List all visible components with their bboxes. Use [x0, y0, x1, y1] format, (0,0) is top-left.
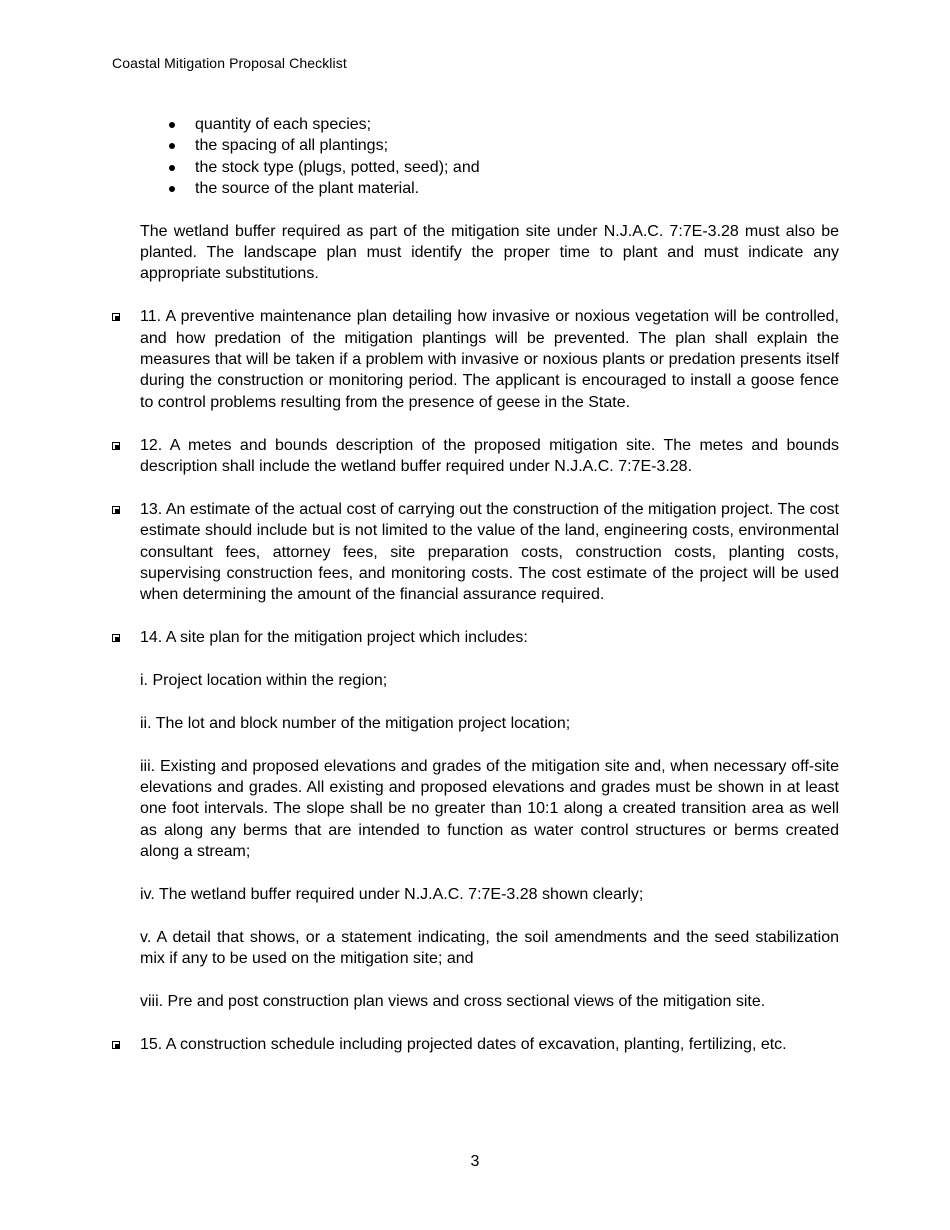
checklist-item-15	[112, 1034, 839, 1055]
list-item-text: the spacing of all plantings;	[195, 137, 389, 155]
list-item	[112, 157, 839, 178]
checkbox-icon	[112, 313, 120, 321]
list-item	[112, 178, 839, 199]
checklist-item-11	[112, 306, 839, 413]
list-item	[112, 135, 839, 156]
list-item-text: the source of the plant material.	[195, 180, 420, 198]
bullet-icon	[169, 143, 175, 149]
checklist-item-12	[112, 435, 839, 478]
checklist-item-14	[112, 627, 839, 648]
page-header-title: Coastal Mitigation Proposal Checklist	[112, 55, 347, 71]
bullet-icon	[169, 122, 175, 128]
site-plan-item-viii: viii. Pre and post construction plan views and cross sectional views of the mitigation site.	[140, 993, 766, 1011]
wetland-buffer-paragraph: The wetland buffer required as part of the mitigation site under N.J.A.C. 7:7E-3.28 must also be planted. The landscape plan must identify the proper time to plant and must indicate any appropriate substitutions.	[140, 222, 839, 283]
bullet-icon	[169, 186, 175, 192]
checklist-item-text: 13. An estimate of the actual cost of carrying out the construction of the mitigation project. The cost estimate should include but is not limited to the value of the land, engineering costs, environmental consultant fees, attorney fees, site preparation costs, construction costs, planting costs, supervising construction fees, and monitoring costs. The cost estimate of the project will be used when determining the amount of the financial assurance required.	[140, 500, 839, 604]
checklist-item-text: 14. A site plan for the mitigation project which includes:	[140, 629, 528, 647]
site-plan-item-iv: iv. The wetland buffer required under N.J.A.C. 7:7E-3.28 shown clearly;	[140, 886, 644, 904]
checkbox-icon	[112, 634, 120, 642]
site-plan-item-i: i. Project location within the region;	[140, 672, 388, 690]
checklist-item-13	[112, 499, 839, 606]
list-item	[112, 114, 839, 135]
plant-details-list	[112, 114, 839, 200]
document-body	[112, 114, 839, 1077]
site-plan-item-v: v. A detail that shows, or a statement indicating, the soil amendments and the seed stabilization mix if any to be used on the mitigation site; and	[140, 928, 839, 968]
checkbox-icon	[112, 1041, 120, 1049]
site-plan-item-ii: ii. The lot and block number of the mitigation project location;	[140, 714, 571, 732]
page-number: 3	[470, 1153, 480, 1170]
site-plan-item-iii: iii. Existing and proposed elevations and grades of the mitigation site and, when necessary off-site elevations and grades. All existing and proposed elevations and grades must be shown in at least one foot intervals. The slope shall be no greater than 10:1 along a created transition area as well as along any berms that are intended to function as water control structures or berms created along a stream;	[140, 757, 839, 861]
checklist-item-text: 15. A construction schedule including projected dates of excavation, planting, fertilizing, etc.	[140, 1035, 787, 1053]
checkbox-icon	[112, 506, 120, 514]
checklist-item-text: 11. A preventive maintenance plan detailing how invasive or noxious vegetation will be controlled, and how predation of the mitigation plantings will be prevented. The plan shall explain the measures that will be taken if a problem with invasive or noxious plants or predation presents itself during the construction or monitoring period. The applicant is encouraged to install a goose fence to control problems resulting from the presence of geese in the State.	[140, 308, 839, 411]
checklist-item-text: 12. A metes and bounds description of the proposed mitigation site. The metes and bounds description shall include the wetland buffer required under N.J.A.C. 7:7E-3.28.	[140, 436, 839, 476]
checkbox-icon	[112, 442, 120, 450]
list-item-text: quantity of each species;	[195, 116, 372, 133]
list-item-text: the stock type (plugs, potted, seed); and	[195, 158, 480, 176]
bullet-icon	[169, 165, 175, 171]
